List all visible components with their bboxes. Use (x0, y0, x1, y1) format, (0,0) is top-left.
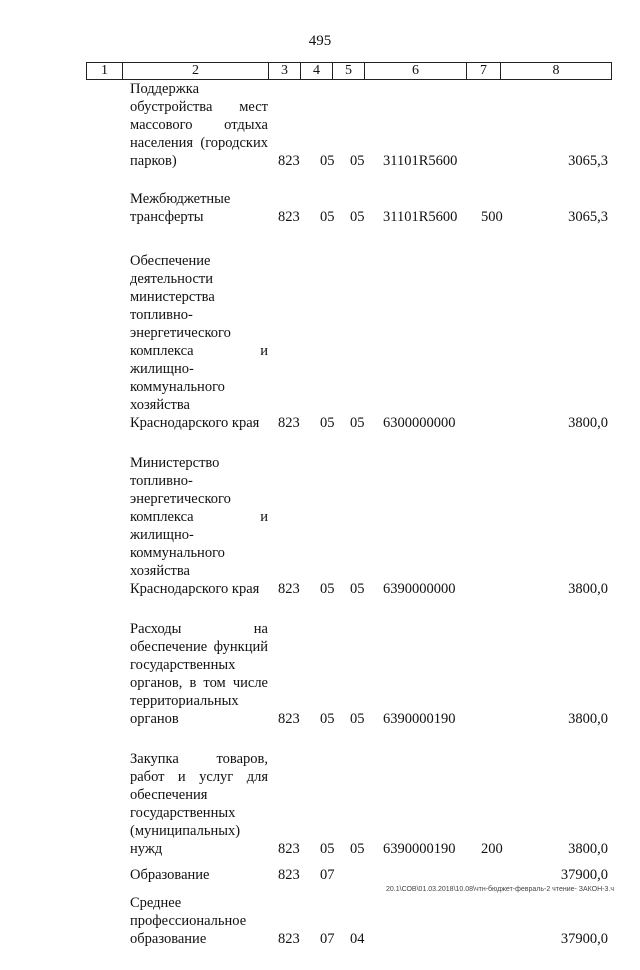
table-row (0, 190, 640, 226)
header-col-2: 2 (123, 63, 269, 79)
row-name: Закупка товаров, работ и услуг для обеспечения государственных (муниципальных) нужд (130, 751, 268, 857)
table-row (0, 750, 640, 858)
row-c7: 200 (481, 841, 503, 857)
row-c4: 05 (320, 153, 335, 169)
row-c6: 31101R5600 (383, 209, 458, 225)
row-c4: 05 (320, 841, 335, 857)
row-name: Образование (130, 867, 210, 883)
table-row (0, 620, 640, 728)
header-col-7: 7 (467, 63, 501, 79)
row-c4: 05 (320, 711, 335, 727)
row-c4: 05 (320, 581, 335, 597)
row-c5: 05 (350, 841, 365, 857)
row-c8: 3800,0 (568, 415, 608, 431)
table-row (0, 454, 640, 598)
row-name: Расходы на обеспечение функций государственных органов, в том числе территориальных органов (130, 621, 268, 727)
row-c3: 823 (278, 153, 300, 169)
document-footer: 20.1\СОВ\01.03.2018\10.08\чтн-бюджет-февраль-2 чтение- ЗАКОН-3.ч (386, 886, 614, 893)
header-col-5: 5 (333, 63, 365, 79)
row-c5: 04 (350, 931, 365, 947)
row-c7: 500 (481, 209, 503, 225)
row-c3: 823 (278, 867, 300, 883)
row-c6: 6390000190 (383, 711, 456, 727)
row-c6: 6390000000 (383, 581, 456, 597)
header-col-8: 8 (552, 63, 560, 78)
row-name: Межбюджетные трансферты (130, 191, 231, 225)
row-c5: 05 (350, 209, 365, 225)
table-row (0, 80, 640, 170)
row-c4: 07 (320, 867, 335, 883)
page-number: 495 (308, 33, 332, 49)
table-body (0, 80, 640, 970)
row-c3: 823 (278, 931, 300, 947)
row-c4: 05 (320, 415, 335, 431)
row-c8: 3800,0 (568, 711, 608, 727)
row-c3: 823 (278, 841, 300, 857)
table-row (0, 866, 640, 884)
row-c3: 823 (278, 415, 300, 431)
row-name: Обеспечение деятельности министерства топливно-энергетического комплекса и жилищно-коммунального хозяйства Краснодарского края (130, 253, 268, 431)
row-name: Поддержка обустройства мест массового отдыха населения (городских парков) (130, 81, 268, 169)
table-row (0, 894, 640, 948)
row-name: Министерство топливно-энергетического комплекса и жилищно-коммунального хозяйства Краснодарского края (130, 455, 268, 597)
row-c8: 37900,0 (560, 867, 608, 883)
row-c4: 05 (320, 209, 335, 225)
row-c5: 05 (350, 581, 365, 597)
row-c8: 3065,3 (568, 153, 608, 169)
row-c3: 823 (278, 209, 300, 225)
row-c8: 3800,0 (568, 581, 608, 597)
header-col-3: 3 (269, 63, 301, 79)
row-c6: 31101R5600 (383, 153, 458, 169)
row-c3: 823 (278, 711, 300, 727)
header-col-1: 1 (87, 63, 123, 79)
row-c8: 37900,0 (560, 931, 608, 947)
row-c5: 05 (350, 153, 365, 169)
row-c5: 05 (350, 415, 365, 431)
row-c4: 07 (320, 931, 335, 947)
table-header (86, 62, 612, 80)
header-col-4: 4 (301, 63, 333, 79)
row-name: Среднее профессиональное образование (130, 895, 247, 947)
table-row (0, 252, 640, 432)
row-c3: 823 (278, 581, 300, 597)
header-col-6: 6 (365, 63, 467, 79)
row-c6: 6300000000 (383, 415, 456, 431)
row-c8: 3065,3 (568, 209, 608, 225)
row-c8: 3800,0 (568, 841, 608, 857)
row-c6: 6390000190 (383, 841, 456, 857)
row-c5: 05 (350, 711, 365, 727)
